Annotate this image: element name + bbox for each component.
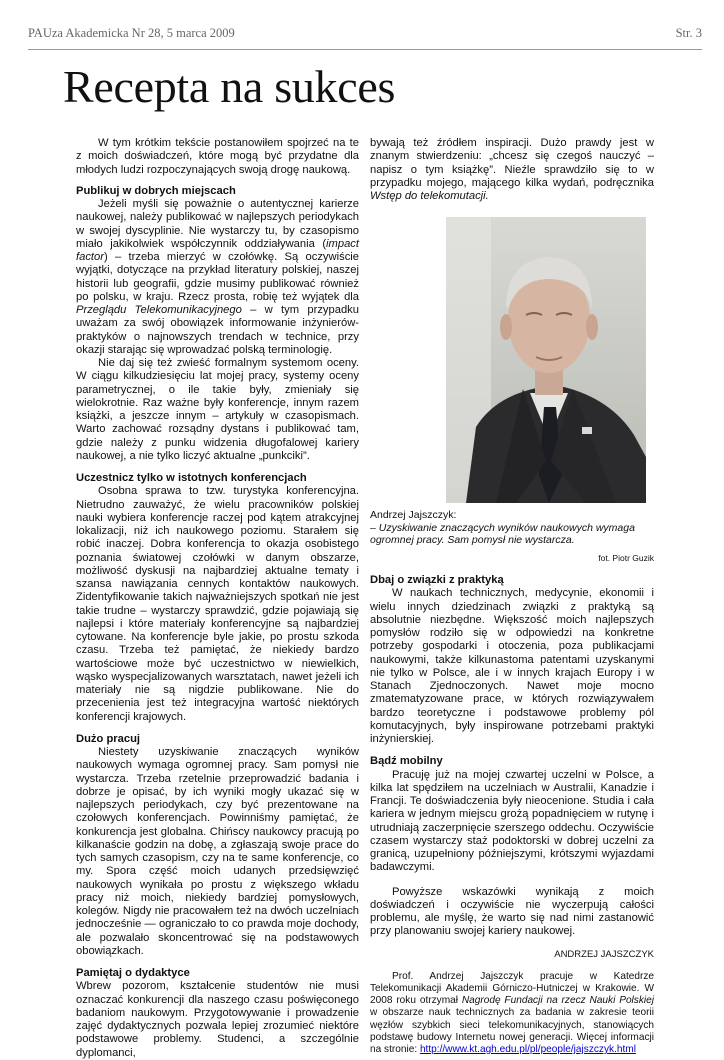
left-column	[76, 137, 359, 1060]
section-heading: Bądź mobilny	[370, 755, 443, 768]
paragraph: Niestety uzyskiwanie znaczących wyników naukowych wymaga ogromnej pracy. Sam pomysł nie wystarcza. Trzeba rzetelnie przeprowadzić badania i dobrze je opisać, by ich wyniki mogły ukazać się w najlepszych periodykach, czy być prezentowane na czołowych konferencjach. Powinniśmy pamiętać, że konkurencja jest globalna. Chińscy naukowcy pracują po kilkanaście godzin na dobę, a zgłaszają swoje prace do tych samych czasopism, czy na te same konferencje, co my. Spora część moich udanych przedsięwzięć naukowych wynikała po prostu z większego wkładu pracy niż moich, niekiedy bardziej pomysłowych, kolegów. Nigdy nie pracowałem też na dwóch uczelniach jednocześnie — ograniczało to co prawda moje dochody, ale pozwalało skoncentrować się na podstawowych obowiązkach.	[76, 746, 359, 957]
right-column	[370, 137, 654, 1056]
paragraph: Wbrew pozorom, kształcenie studentów nie musi oznaczać konkurencji dla naszego czasu poświęconego badaniom naukowym. Przygotowywanie i prowadzenie zajęć dydaktycznych pozwala lepiej zrozumieć niektóre podstawowe problemy. Studenci, a szczególnie dyplomanci,	[76, 980, 359, 1059]
closing-paragraph: Powyższe wskazówki wynikają z moich doświadczeń i oczywiście nie wyczerpują całości problemu, ale myślę, że warto się nad nimi zastanowić przy planowaniu swojej kariery naukowej.	[370, 885, 654, 938]
publication-info: PAUza Akademicka Nr 28, 5 marca 2009	[28, 26, 235, 40]
page-header	[28, 26, 702, 46]
paragraph: Jeżeli myśli się poważnie o autentycznej karierze naukowej, należy publikować w najlepszych periodykach w swojej dyscyplinie. Nie wystarczy tu, by czasopismo miało jakikolwiek współczynnik oddziaływania (impact factor) – trzeba mierzyć w czołówkę. Są oczywiście wyjątki, dotyczące na przykład literatury polskiej, naszej historii lub geografii, gdzie musimy publikować również po polsku, w kraju. Rzecz prosta, robię też wyjątek dla Przeglądu Telekomunikacyjnego – w tym przypadku uważam za swój obowiązek informowanie inżynierów-praktyków o najnowszych trendach w technice, przy okazji starając się wprowadzać polską terminologię.	[76, 198, 359, 356]
section-heading: Pamiętaj o dydaktyce	[76, 967, 190, 979]
spacer	[370, 875, 654, 886]
photo-caption	[370, 509, 654, 547]
portrait-illustration	[446, 217, 646, 503]
photo-credit: fot. Piotr Guzik	[598, 552, 654, 563]
section-heading: Dużo pracuj	[76, 732, 141, 745]
continuation-paragraph: bywają też źródłem inspiracji. Dużo prawdy jest w znanym stwierdzeniu: „chcesz się czegoś nauczyć – napisz o tym książkę”. Nieźle sprawdziło się to w przypadku mojego, mającego kilka wydań, podręcznika Wstęp do telekomutacji.	[370, 137, 654, 202]
section-heading: Dbaj o związki z praktyką	[370, 574, 504, 586]
paragraph: Osobna sprawa to tzw. turystyka konferencyjna. Nietrudno zauważyć, że wielu pracowników polskiej nauki wybiera konferencje raczej pod kątem atrakcyjnej lokalizacji, niż ich naukowego poziomu. Starałem się robić inaczej. Dobra konferencja to okazja osobistego poznania światowej czołówki w danym obszarze, możliwość dyskusji na najbardziej aktualne tematy i szansa nawiązania cennych kontaktów naukowych. Zidentyfikowanie takich najważniejszych spotkań nie jest takie trudne – wystarczy sprawdzić, gdzie pojawiają się najlepsi i które materiały konferencyjne są najbardziej cytowane. Na konferencje byle jakie, po prostu szkoda czasu. Trzeba też pamiętać, że niekiedy bardzo wartościowe może być uczestnictwo w niewielkich, wąsko wyspecjalizowanych warsztatach, nawet jeżeli ich materiały nie są nigdzie publikowane. Nie do przecenienia jest też integracyjna wartość niektórych konferencji krajowych.	[76, 485, 359, 723]
caption-name: Andrzej Jajszczyk:	[370, 509, 457, 522]
paragraph: W naukach technicznych, medycynie, ekonomii i wielu innych dziedzinach związki z praktyką są absolutnie niezbędne. Większość moich najlepszych pomysłów rodziło się w odpowiedzi na konkretne potrzeby gospodarki i otoczenia, poza publikacjami naukowymi, także kilkunastoma patentami uzyskanymi nie tylko w Polsce, ale i w innych krajach Europy i w Stanach Zjednoczonych. Nawet moje mocno zmatematyzowane prace, w których rozwiązywałem bardzo teoretyczne i podstawowe problemy pól komutacyjnych, były inspirowane potrzebami praktyki inżynierskiej.	[370, 587, 654, 745]
author-bio: Prof. Andrzej Jajszczyk pracuje w Katedrze Telekomunikacji Akademii Górniczo-Hutniczej w Krakowie. W 2008 roku otrzymał Nagrodę Fundacji na rzecz Nauki Polskiej w obszarze nauk technicznych za badania w zakresie teorii węzłów szybkich sieci telekomunikacyjnych, stanowiących podstawę budowy Internetu nowej generacji. Więcej informacji na stronie: http://www.kt.agh.edu.pl/pl/people/jajszczyk.html	[370, 970, 654, 1055]
section-heading: Publikuj w dobrych miejscach	[76, 184, 236, 197]
header-rule	[28, 49, 702, 50]
author-photo	[446, 217, 646, 503]
paragraph: Pracuję już na mojej czwartej uczelni w Polsce, a kilka lat spędziłem na uczelniach w Australii, Kanadzie i Francji. Te doświadczenia były nieocenione. Studia i cała kariera w jednym miejscu grożą popadnięciem w rutynę i utrudniają zaczerpnięcie szerszego oddechu. Oczywiście czasem wystarczy staż podoktorski w dobrej uczelni za granicą, uzupełniony późniejszymi, krótszymi wyjazdami badawczymi.	[370, 768, 654, 874]
caption-quote: – Uzyskiwanie znaczących wyników naukowych wymaga ogromnej pracy. Sam pomysł nie wystarcza.	[370, 521, 635, 547]
page-number: Str. 3	[675, 26, 702, 40]
section-heading: Uczestnicz tylko w istotnych konferencjach	[76, 472, 307, 484]
paragraph: Nie daj się też zwieść formalnym systemom oceny. W ciągu kilkudziesięciu lat mojej pracy, systemy oceny parametrycznej, o ile takie były, zmieniały się wielokrotnie. Raz ważne były konferencje, innym razem książki, a jeszcze innym – artykuły w czasopismach. Warto zachować rozsądny dystans i publikować tam, gdzie należy z punku widzenia długofalowej kariery naukowej, a nie tylko liczyć aktualne „punkciki”.	[76, 357, 359, 462]
intro-paragraph: W tym krótkim tekście postanowiłem spojrzeć na te z moich doświadczeń, które mogą być przydatne dla młodych ludzi rozpoczynających swoją drogę naukową.	[76, 137, 359, 176]
author-profile-link[interactable]: http://www.kt.agh.edu.pl/pl/people/jajszczyk.html	[419, 1043, 636, 1055]
article-title: Recepta na sukces	[63, 61, 396, 112]
author-signature: ANDRZEJ JAJSZCZYK	[554, 948, 654, 960]
